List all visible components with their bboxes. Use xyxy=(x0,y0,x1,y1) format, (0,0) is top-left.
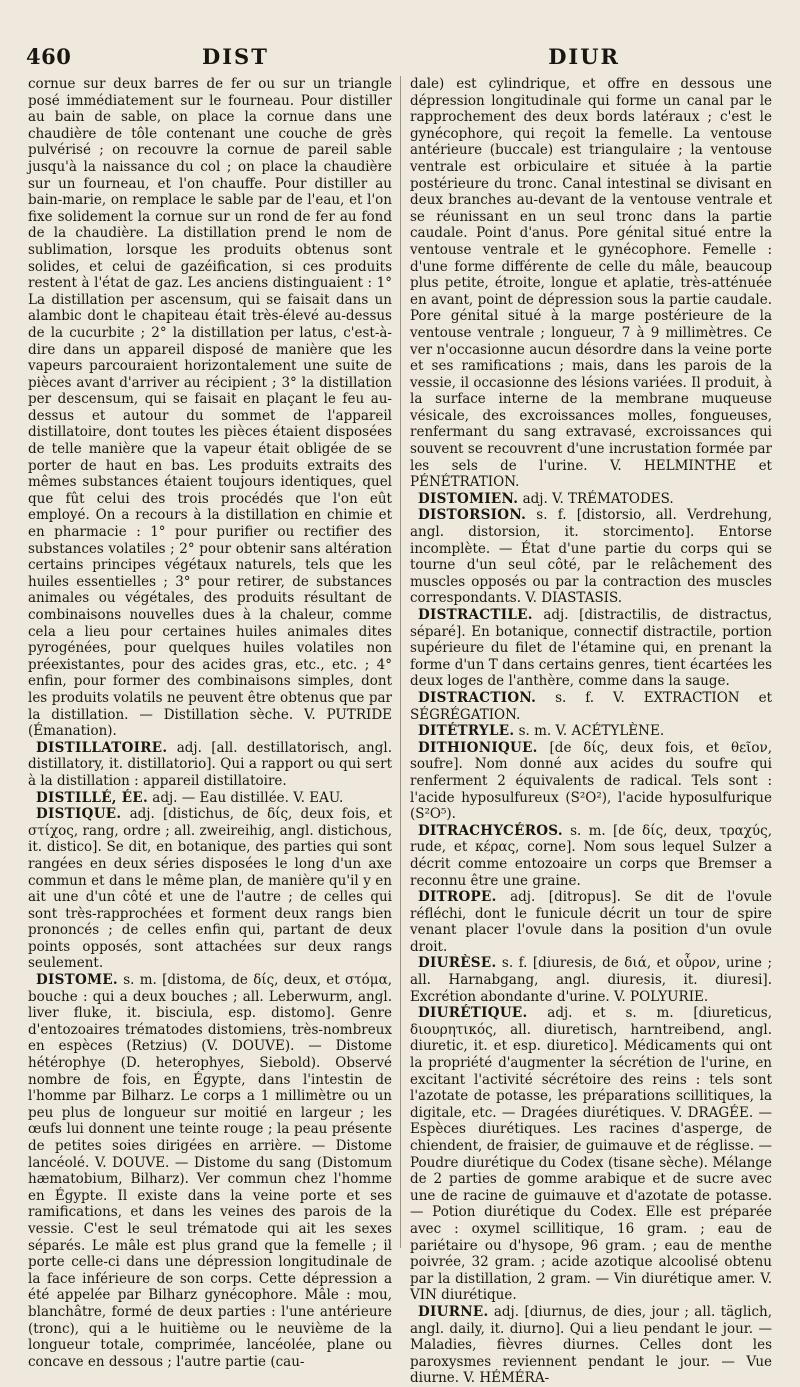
dictionary-entry xyxy=(410,690,772,723)
entry-headword: DISTIQUE. xyxy=(36,806,122,823)
entry-headword: DITHIONIQUE. xyxy=(418,739,538,756)
dictionary-entry xyxy=(410,723,772,740)
entry-body: s. m. [de δίς, deux, τραχύς, rude, et κέρας, corne]. Nom sous lequel Sulzer a décrit comme entozoaire un corps que Bremser a reconnu être une graine. xyxy=(410,822,772,889)
entry-headword: DIURNE. xyxy=(418,1303,489,1320)
entry-body: adj. [distractilis, de distractus, séparé]. En botanique, connectif distractile, portion supérieure du filet de l'étamine qui, en prenant la forme d'un T dans certains genres, tient écartées les deux loges de l'anthère, comme dans la sauge. xyxy=(410,607,772,690)
entry-body: dale) est cylindrique, et offre en dessous une dépression longitudinale qui forme un canal par le rapprochement des deux bords latéraux ; c'est le gynécophore, qui reçoit la femelle. La ventouse antérieure (buccale) est triangulaire ; la ventouse ventrale est orbiculaire et située à la partie postérieure du tronc. Canal intestinal se divisant en deux branches au-devant de la ventouse ventrale et se réunissant en un seul tronc dans la partie caudale. Point d'anus. Pore génital situé entre la ventouse ventrale et le gynécophore. Femelle : d'une forme différente de celle du mâle, beaucoup plus petite, étroite, longue et aplatie, très-atténuée en avant, point de dépression sous la partie caudale. Pore génital situé à la marge postérieure de la ventouse ventrale ; longueur, 7 à 9 millimètres. Ce ver n'occasionne aucun désordre dans la veine porte et ses ramifications ; mais, dans les parois de la vessie, il occasionne des lésions variées. Il produit, à la surface interne de la membrane muqueuse vésicale, des excroissances molles, fongueuses, renfermant du sang extravasé, excroissances qui souvent se recouvrent d'une incrustation formée par les sels de l'urine. V. HELMINTHE et PÉNÉTRATION. xyxy=(410,76,772,491)
entry-body: s. f. [diuresis, de διά, et οὖρον, urine ; all. Harnabgang, angl. diuresis, it. diuresi]. Excrétion abondante d'urine. V. POLYURIE. xyxy=(410,955,772,1005)
entry-headword: DISTILLATOIRE. xyxy=(36,739,168,756)
running-header xyxy=(26,44,770,72)
dictionary-entry xyxy=(410,740,772,823)
entry-body: adj. V. TRÉMATODES. xyxy=(518,490,674,507)
dictionary-entry xyxy=(410,491,772,508)
entry-body: s. f. V. EXTRACTION et SÉGRÉGATION. xyxy=(410,689,772,723)
entry-body: adj. et s. m. [diureticus, διουρητικός, all. diuretisch, harntreibend, angl. diuretic, it. et esp. diuretico]. Médicaments qui ont la propriété d'augmenter la sécrétion de l'urine, en excitant l'activité sécrétoire des reins : tels sont l'azotate de potasse, les préparations scillitiques, la digitale, etc. — Dragées diurétiques. V. DRAGÉE. — Espèces diurétiques. Les racines d'asperge, de chiendent, de fraisier, de guimauve et de réglisse. — Poudre diurétique du Codex (tisane sèche). Mélange de 2 parties de gomme arabique et de sucre avec une de racine de guimauve et d'azotate de potasse. — Potion diurétique du Codex. Elle est préparée avec : oxymel scillitique, 16 gram. ; eau de pariétaire ou d'hysope, 96 gram. ; eau de menthe poivrée, 32 gram. ; acide azotique alcoolisé obtenu par la distillation, 2 gram. — Vin diurétique amer. V. VIN diurétique. xyxy=(410,1005,772,1304)
dictionary-entry xyxy=(28,972,392,1370)
left-column xyxy=(28,76,392,1370)
page-number: 460 xyxy=(26,44,72,69)
entry-headword: DISTORSION. xyxy=(418,507,527,524)
entry-body: [de δίς, deux fois, et θεῖον, soufre]. Nom donné aux acides du soufre qui renferment 2 équivalents de radical. Tels sont : l'acide hyposulfureux (S²O²), l'acide hyposulfurique (S²O⁵). xyxy=(410,739,772,823)
entry-body: s. m. V. ACÉTYLÈNE. xyxy=(514,723,665,740)
entry-body: adj. [all. destillatorisch, angl. distillatory, it. distillatorio]. Qui a rapport ou qui sert à la distillation : appareil distillatoire. xyxy=(28,739,392,789)
continued-text xyxy=(410,76,772,491)
entry-headword: DIURÉTIQUE. xyxy=(418,1005,528,1022)
dictionary-entry xyxy=(28,740,392,790)
dictionary-entry xyxy=(410,823,772,889)
entry-headword: DISTOMIEN. xyxy=(418,490,519,507)
dictionary-entry xyxy=(410,507,772,607)
dictionary-entry xyxy=(410,955,772,1005)
entry-body: adj. — Eau distillée. V. EAU. xyxy=(148,789,344,806)
dictionary-entry xyxy=(28,790,392,807)
dictionary-entry xyxy=(410,889,772,955)
entry-body: adj. [diurnus, de dies, jour ; all. täglich, angl. daily, it. diurno]. Qui a lieu pendant le jour. — Maladies, fièvres diurnes. Celles dont les paroxysmes reviennent pendant le jour. — Vue diurne. V. HÉMÉRA- xyxy=(410,1303,772,1387)
entry-headword: DISTOME. xyxy=(36,972,118,989)
entry-body: adj. [distichus, de δίς, deux fois, et στίχος, rang, ordre ; all. zweireihig, angl. distichous, it. distico]. Se dit, en botanique, des parties qui sont rangées en deux séries disposées le long d'un axe commun et dans le même plan, de manière qu'il y en ait une d'un côté et une de l'autre ; de celles qui sont très-rapprochées et forment deux rangs bien prononcés ; de celles enfin qui, partant de deux points opposés, sont attachées sur deux rangs seulement. xyxy=(28,806,392,972)
right-column xyxy=(410,76,772,1387)
entry-body: s. m. [distoma, de δίς, deux, et στόμα, bouche : qui a deux bouches ; all. Leberwurm, angl. liver fluke, it. bisciula, esp. distomo]. Genre d'entozoaires trématodes distomiens, très-nombreux en espèces (Retzius) (V. DOUVE). — Distome hétérophye (D. heterophyes, Siebold). Observé nombre de fois, en Égypte, dans l'intestin de l'homme par Bilharz. Le corps a 1 millimètre ou un peu plus de longueur sur moitié en largeur ; les œufs lui donnent une teinte rouge ; la peau présente de petites soies dirigées en arrière. — Distome lancéolé. V. DOUVE. — Distome du sang (Distomum hæmatobium, Bilharz). Ver commun chez l'homme en Égypte. Il existe dans la veine porte et ses ramifications, et dans les veines des parois de la vessie. C'est le seul trématode qui ait les sexes séparés. Le mâle est plus grand que la femelle ; il porte celle-ci dans une dépression longitudinale de la face inférieure de son corps. Cette dépression a été appelée par Bilharz gynécophore. Mâle : mou, blanchâtre, formé de deux parties : l'une antérieure (tronc), qui a le huitième ou le neuvième de la longueur totale, comprimée, lancéolée, plane ou concave en dessous ; l'autre partie (cau- xyxy=(28,972,392,1370)
entry-headword: DISTILLÉ, ÉE. xyxy=(36,789,148,806)
entry-body: cornue sur deux barres de fer ou sur un triangle posé immédiatement sur le fourneau. Pour distiller au bain de sable, on place la cornue dans une chaudière de tôle contenant une couche de grès pulvérisé ; on recouvre la cornue de pareil sable jusqu'à la naissance du col ; on place la chaudière sur un fourneau, et l'on chauffe. Pour distiller au bain-marie, on remplace le sable par de l'eau, et l'on fixe solidement la cornue sur un rond de fer au fond de la chaudière. La distillation prend le nom de sublimation, lorsque les produits obtenus sont solides, et celui de gazéification, si ces produits restent à l'état de gaz. Les anciens distinguaient : 1° La distillation per ascensum, qui se faisait dans un alambic dont le chapiteau était très-élevé au-dessus de la cucurbite ; 2° la distillation per latus, c'est-à-dire dans un appareil disposé de manière que les vapeurs parcouraient horizontalement une suite de pièces avant d'arriver au récipient ; 3° la distillation per descensum, qui se faisait en plaçant le feu au-dessus et autour du sommet de l'appareil distillatoire, dont toutes les pièces étaient disposées de telle manière que la vapeur était obligée de se porter de haut en bas. Les produits extraits des mêmes substances étaient toujours identiques, quel que fût celui des trois procédés que l'on eût employé. On a recours à la distillation en chimie et en pharmacie : 1° pour purifier ou rectifier des substances volatiles ; 2° pour obtenir sans altération certains principes végétaux naturels, tels que les huiles essentielles ; 3° pour retirer, de substances animales ou végétales, des produits résultant de combinaisons nouvelles dues à la chaleur, comme cela a lieu pour certaines huiles animales dites pyrogénées, pour quelques huiles volatiles non préexistantes, pour des acides gras, etc., etc. ; 4° enfin, pour former des combinaisons simples, dont les produits volatils ne peuvent être obtenus que par la distillation. — Distillation sèche. V. PUTRIDE (Émanation). xyxy=(28,76,392,740)
entry-headword: DISTRACTILE. xyxy=(418,607,533,623)
continued-text xyxy=(28,76,392,740)
entry-headword: DISTRACTION. xyxy=(418,689,537,706)
entry-body: s. f. [distorsio, all. Verdrehung, angl. distorsion, it. storcimento]. Entorse incomplète. — État d'une partie du corps qui se tourne d'un seul côté, par le relâchement des muscles opposés ou par la contraction des muscles correspondants. V. DIASTASIS. xyxy=(410,507,772,607)
entry-headword: DITROPE. xyxy=(418,889,497,906)
dictionary-entry xyxy=(410,1005,772,1304)
entry-headword: DIURÈSE. xyxy=(418,955,497,972)
right-running-headword: DIUR xyxy=(548,44,620,69)
entry-headword: DITRACHYCÉROS. xyxy=(418,822,563,839)
column-divider xyxy=(400,76,401,1248)
dictionary-entry xyxy=(410,1304,772,1387)
entry-headword: DITÉTRYLE. xyxy=(418,723,515,740)
entry-body: adj. [ditropus]. Se dit de l'ovule réfléchi, dont le funicule décrit un tour de spire venant placer l'ovule dans la position d'un ovule droit. xyxy=(410,889,772,955)
dictionary-entry xyxy=(28,806,392,972)
dictionary-entry xyxy=(410,607,772,690)
left-running-headword: DIST xyxy=(202,44,269,69)
